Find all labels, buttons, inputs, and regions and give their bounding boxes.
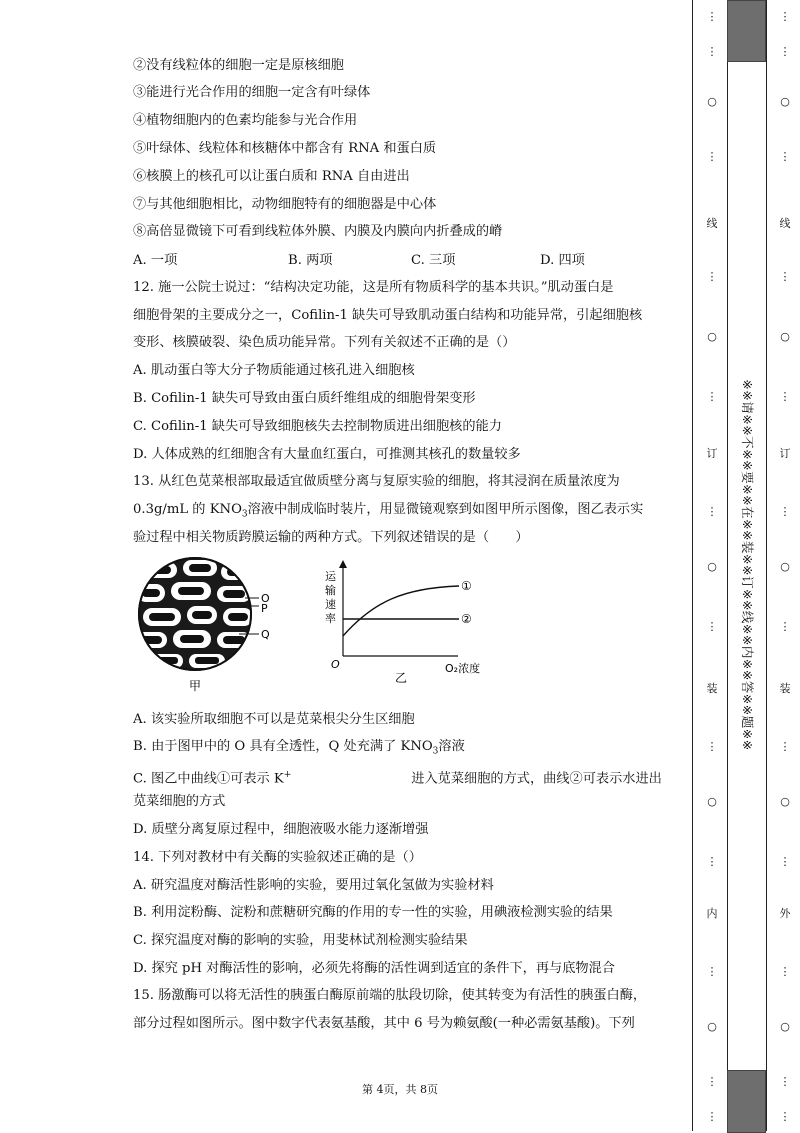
margin-warning <box>739 200 761 930</box>
y-axis-char-4: 率 <box>325 612 336 625</box>
statement-2: ②没有线粒体的细胞一定是原核细胞 <box>133 58 344 73</box>
margin-line-left <box>692 0 693 1131</box>
margin-line-1 <box>727 0 728 1131</box>
q15-stem-2: 部分过程如图所示。图中数字代表氨基酸，其中 6 号为赖氨酸(一种必需氨基酸)。下列 <box>133 1016 635 1031</box>
label-yi: 乙 <box>395 671 408 685</box>
outer-char-xian: 线 <box>779 217 791 230</box>
q11-options <box>133 251 673 271</box>
statement-7: ⑦与其他细胞相比，动物细胞特有的细胞器是中心体 <box>133 197 437 212</box>
q13-option-b[interactable]: B. 由于图甲中的 O 具有全透性，Q 处充满了 $KNO_3$溶液 <box>133 739 465 757</box>
q11-option-c[interactable]: C. 三项 <box>411 253 456 268</box>
page-number: 第 4页，共 8页 <box>362 1083 438 1096</box>
inner-char-xian: 线 <box>706 217 718 230</box>
outer-seal-column: ⋮ ⋮ ○ ⋮ 线 ⋮ ○ ⋮ 订 ⋮ ○ ⋮ 装 ⋮ ○ ⋮ 外 ⋮ ○ ⋮ ⋮ <box>779 10 791 1123</box>
q12-option-b[interactable]: B. Cofilin-1 缺失可导致由蛋白质纤维组成的细胞骨架变形 <box>133 391 476 406</box>
statement-8: ⑧高倍显微镜下可看到线粒体外膜、内膜及内膜向内折叠成的嵴 <box>133 224 503 239</box>
outer-circle-3: ○ <box>780 560 790 573</box>
label-jia: 甲 <box>189 679 202 693</box>
q15-stem-1: 15. 肠激酶可以将无活性的胰蛋白酶原前端的肽段切除，使其转变为有活性的胰蛋白酶， <box>133 988 647 1003</box>
label-p: P <box>261 602 268 615</box>
inner-circle-2: ○ <box>707 330 717 343</box>
origin-label: O <box>331 658 340 671</box>
label-o: O <box>261 592 270 605</box>
outer-char-zhuang: 装 <box>779 682 791 695</box>
margin-line-2 <box>766 0 767 1131</box>
q14-stem: 14. 下列对教材中有关酶的实验叙述正确的是（） <box>133 850 422 865</box>
y-axis-char-1: 运 <box>325 570 336 583</box>
inner-circle-5: ○ <box>707 1020 717 1033</box>
statement-3: ③能进行光合作用的细胞一定含有叶绿体 <box>133 85 371 100</box>
q13-stem-2: 0.3g/mL 的 $KNO_3$溶液中制成临时装片，用显微镜观察到如图甲所示图像，图乙表示实 <box>133 502 644 520</box>
inner-circle-3: ○ <box>707 560 717 573</box>
label-q: Q <box>261 628 270 641</box>
statement-4: ④植物细胞内的色素均能参与光合作用 <box>133 113 358 128</box>
q13-option-c[interactable]: C. 图乙中曲线①可表示 K+ 进入苋菜细胞的方式，曲线②可表示水进出 <box>133 770 662 787</box>
transport-graph-yi <box>325 560 480 685</box>
curve-1-label: ① <box>461 579 472 593</box>
inner-char-zhuang: 装 <box>706 682 718 695</box>
margin-gray-top <box>727 0 766 62</box>
cell-micrograph-jia <box>133 556 270 693</box>
outer-char-ding: 订 <box>779 447 791 460</box>
y-axis-char-2: 输 <box>325 584 336 597</box>
q11-option-d[interactable]: D. 四项 <box>540 253 585 268</box>
margin-warning-text: ※※请※※不※※要※※在※※装※※订※※线※※内※※答※※题※※ <box>740 379 755 751</box>
q14-option-c[interactable]: C. 探究温度对酶的影响的实验，用斐林试剂检测实验结果 <box>133 933 468 948</box>
q11-option-b[interactable]: B. 两项 <box>288 253 333 268</box>
outer-circle-5: ○ <box>780 1020 790 1033</box>
q12-stem-3: 变形、核膜破裂、染色质功能异常。下列有关叙述不正确的是（） <box>133 335 516 350</box>
inner-char-ding: 订 <box>706 447 718 460</box>
curve-2-label: ② <box>461 612 472 626</box>
q14-option-b[interactable]: B. 利用淀粉酶、淀粉和蔗糖研究酶的作用的专一性的实验，用碘液检测实验的结果 <box>133 905 613 920</box>
outer-circle-4: ○ <box>780 795 790 808</box>
q13-stem-1: 13. 从红色苋菜根部取最适宜做质壁分离与复原实验的细胞，将其浸润在质量浓度为 <box>133 474 620 489</box>
statement-6: ⑥核膜上的核孔可以让蛋白质和 RNA 自由进出 <box>133 169 410 184</box>
q12-stem-1: 12. 施一公院士说过：“结构决定功能，这是所有物质科学的基本共识。”肌动蛋白是 <box>133 280 614 295</box>
curve-1 <box>343 586 459 636</box>
outer-char-wai: 外 <box>779 907 791 920</box>
outer-circle-2: ○ <box>780 330 790 343</box>
q12-stem-2: 细胞骨架的主要成分之一，Cofilin-1 缺失可导致肌动蛋白结构和功能异常，引起细胞核 <box>133 308 643 323</box>
q12-option-d[interactable]: D. 人体成熟的红细胞含有大量血红蛋白，可推测其核孔的数量较多 <box>133 447 521 462</box>
inner-char-nei: 内 <box>706 907 718 920</box>
q14-option-d[interactable]: D. 探究 pH 对酶活性的影响，必须先将酶的活性调到适宜的条件下，再与底物混合 <box>133 961 615 976</box>
inner-circle-4: ○ <box>707 795 717 808</box>
q13-stem-3: 验过程中相关物质跨膜运输的两种方式。下列叙述错误的是（ ） <box>133 530 529 545</box>
q14-option-a[interactable]: A. 研究温度对酶活性影响的实验，要用过氧化氢做为实验材料 <box>133 878 494 893</box>
inner-seal-column: ⋮ ⋮ ○ ⋮ 线 ⋮ ○ ⋮ 订 ⋮ ○ ⋮ 装 ⋮ ○ ⋮ 内 ⋮ ○ ⋮ ⋮ <box>706 10 718 1123</box>
inner-circle-1: ○ <box>707 95 717 108</box>
q12-option-a[interactable]: A. 肌动蛋白等大分子物质能通过核孔进入细胞核 <box>133 363 415 378</box>
outer-circle-1: ○ <box>780 95 790 108</box>
q13-option-a[interactable]: A. 该实验所取细胞不可以是苋菜根尖分生区细胞 <box>133 712 415 727</box>
q12-option-c[interactable]: C. Cofilin-1 缺失可导致细胞核失去控制物质进出细胞核的能力 <box>133 419 502 434</box>
q13-option-d[interactable]: D. 质壁分离复原过程中，细胞液吸水能力逐渐增强 <box>133 822 429 837</box>
q11-option-a[interactable]: A. 一项 <box>133 253 178 268</box>
statement-5: ⑤叶绿体、线粒体和核糖体中都含有 RNA 和蛋白质 <box>133 141 437 156</box>
q13-figure <box>133 556 503 696</box>
q13-option-c-cont: 苋菜细胞的方式 <box>133 794 226 809</box>
y-axis-char-3: 速 <box>325 598 336 611</box>
margin-gray-bottom <box>727 1070 766 1133</box>
x-axis-label: O₂浓度 <box>445 662 481 675</box>
